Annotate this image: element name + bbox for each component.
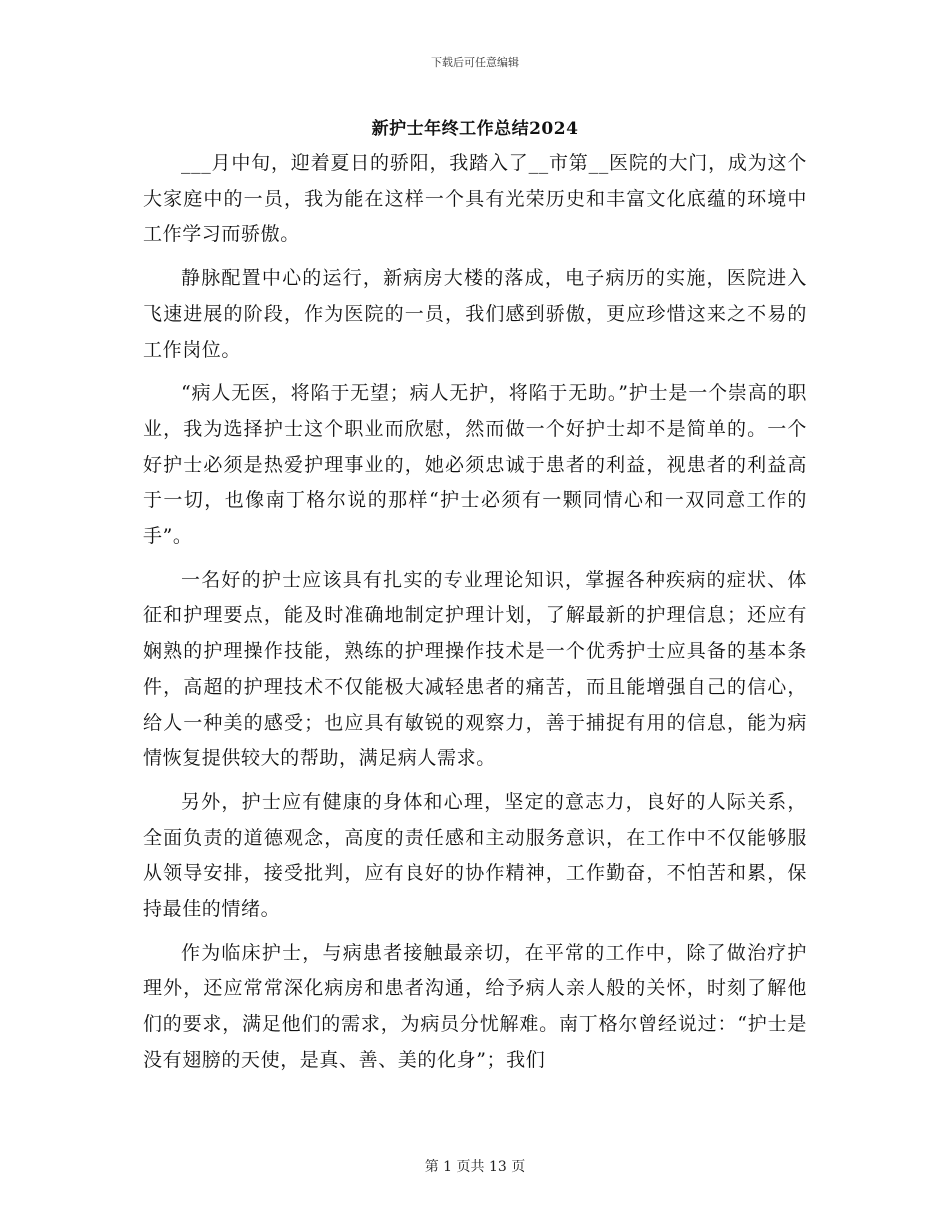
paragraph-4: 一名好的护士应该具有扎实的专业理论知识，掌握各种疾病的症状、体征和护理要点，能及时准确地制定护理计划，了解最新的护理信息；还应有娴熟的护理操作技能，熟练的护理操作技术是一个优秀护士应具备的基本条件，高超的护理技术不仅能极大减轻患者的痛苦，而且能增强自己的信心，给人一种美的感受；也应具有敏锐的观察力，善于捕捉有用的信息，能为病情恢复提供较大的帮助，满足病人需求。	[143, 568, 807, 770]
paragraph-5: 另外，护士应有健康的身体和心理，坚定的意志力，良好的人际关系，全面负责的道德观念，高度的责任感和主动服务意识，在工作中不仅能够服从领导安排，接受批判，应有良好的协作精神，工作勤奋，不怕苦和累，保持最佳的情绪。	[143, 790, 807, 921]
paragraph-6: 作为临床护士，与病患者接触最亲切，在平常的工作中，除了做治疗护理外，还应常常深化病房和患者沟通，给予病人亲人般的关怀，时刻了解他们的要求，满足他们的需求，为病员分忧解难。南丁格尔曾经说过：“护士是没有翅膀的天使，是真、善、美的化身”；我们	[143, 941, 807, 1071]
page-number: 第 1 页共 13 页	[424, 1159, 526, 1175]
paragraph-1: ___月中旬，迎着夏日的骄阳，我踏入了__市第__医院的大门，成为这个大家庭中的一员，我为能在这样一个具有光荣历史和丰富文化底蕴的环境中工作学习而骄傲。	[143, 152, 807, 246]
document-title: 新护士年终工作总结2024	[371, 119, 579, 139]
page-header-note: 下载后可任意编辑	[431, 56, 519, 69]
paragraph-2: 静脉配置中心的运行，新病房大楼的落成，电子病历的实施，医院进入飞速进展的阶段，作为医院的一员，我们感到骄傲，更应珍惜这来之不易的工作岗位。	[143, 267, 807, 361]
paragraph-3: “病人无医，将陷于无望；病人无护，将陷于无助。”护士是一个崇高的职业，我为选择护士这个职业而欣慰，然而做一个好护士却不是简单的。一个好护士必须是热爱护理事业的，她必须忠诚于患者的利益，视患者的利益高于一切，也像南丁格尔说的那样“护士必须有一颗同情心和一双同意工作的手”。	[143, 382, 807, 548]
document-body	[143, 146, 807, 1087]
